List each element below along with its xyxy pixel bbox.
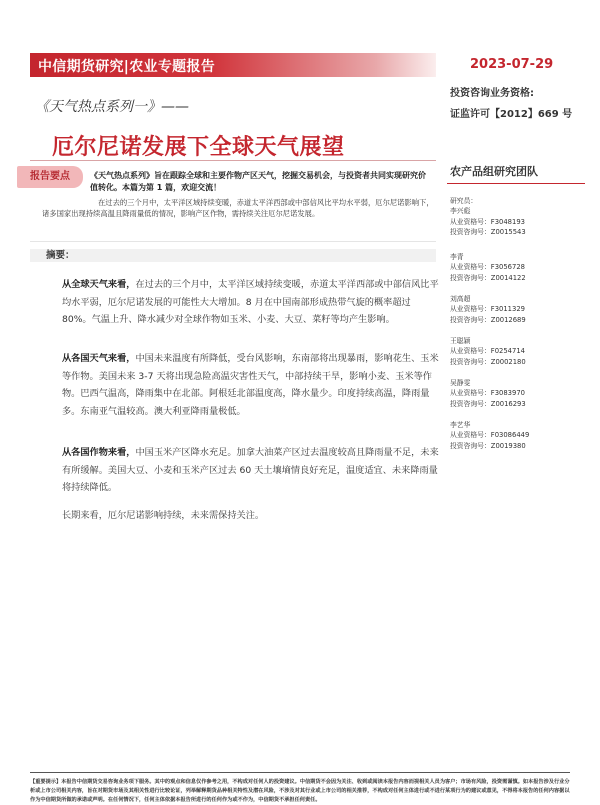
page-title: 厄尔尼诺发展下全球天气展望: [52, 135, 345, 160]
team-rule: [447, 183, 585, 184]
key-points-summary-text: 在过去的三个月中，太平洋区域持续变暖，赤道太平洋西部或中部信风比平均水平弱，厄尔尼诺影响下，诸多国家出现持续高温且降雨量低的情况，影响产区作物，需持续关注厄尔尼诺发展。: [42, 198, 434, 218]
analyst-block: [450, 252, 590, 283]
analyst-name: 王聪颖: [450, 337, 471, 345]
qualification-label: 投资咨询业务资格:: [450, 88, 534, 99]
paragraph-lead: 从各国天气来看，: [62, 353, 136, 364]
analyst-block: [450, 420, 590, 451]
analyst-block: [450, 336, 590, 367]
key-points-intro: 《天气热点系列》旨在跟踪全球和主要作物产区天气，挖掘交易机会，与投资者共同实现研究价值转化。本篇为第 1 篇，欢迎交流！: [90, 171, 426, 192]
abstract-bar: [30, 249, 436, 262]
disclaimer-text: 【重要提示】本报告中信期货交易咨询业务项下服务。其中的观点和信息仅作参考之用，不构成对任何人的投资建议。中信期货不会因为关注、收到或阅读本报告内容而视相关人员为客户；市场有风险，投资需谨慎。如本报告涉及行业分析或上市公司相关内容，旨在对期货市场及其相关性进行比较论证，列举解释期货品种相关特性及潜在风险，不涉及对其行业或上市公司的相关推荐，不构成对任何主体进行或不进行某项行为的建议或意见，不得将本报告的任何内容据以作为中信期货所做的承诺或声明。在任何情况下，任何主体依据本报告所进行的任何作为或不作为，中信期货不承担任何责任。: [30, 779, 570, 803]
key-points-bottom-rule: [30, 241, 436, 242]
abstract-paragraph: [62, 507, 442, 525]
researcher-label: 研究员：: [450, 197, 478, 205]
analyst-name: 李青: [450, 253, 464, 261]
abstract-paragraph: [62, 444, 442, 497]
analyst-qualification: 从业资格号：F03086449: [450, 431, 530, 440]
analyst-name: 李兴彪: [450, 207, 471, 216]
key-points-summary: [42, 197, 434, 219]
analyst-block: [450, 294, 590, 325]
analyst-investment-id: 投资咨询号：Z0002180: [450, 357, 526, 366]
abstract-paragraph: [62, 276, 442, 329]
analyst-investment-id: 投资咨询号：Z0014122: [450, 273, 526, 282]
analyst-name: 刘高超: [450, 295, 471, 303]
team-title: 农产品组研究团队: [450, 165, 538, 178]
analyst-investment-id: 投资咨询号：Z0015543: [450, 228, 526, 237]
report-category: 中信期货研究|农业专题报告: [38, 59, 216, 75]
analyst-name: 吴静雯: [450, 379, 471, 387]
abstract-paragraph: [62, 350, 442, 420]
analyst-qualification: 从业资格号：F3056728: [450, 263, 525, 272]
analyst-qualification: 从业资格号：F0254714: [450, 347, 525, 356]
paragraph-text: 在过去的三个月中，太平洋区域持续变暖，赤道太平洋西部或中部信风比平均水平弱，厄尔尼诺发展的可能性大大增加。8 月在中国南部形成热带气旋的概率超过 80%。气温上升、降水减少对全球作物如玉米、小麦、大豆、菜籽等均产生影响。: [62, 279, 439, 326]
analyst-qualification: 从业资格号：F3083970: [450, 389, 525, 398]
license-number: 证监许可【2012】669 号: [450, 109, 573, 120]
paragraph-lead: 从各国作物来看，: [62, 447, 136, 458]
analyst-qualification: 从业资格号：F3048193: [450, 217, 525, 226]
analyst-investment-id: 投资咨询号：Z0012689: [450, 315, 526, 324]
paragraph-text: 中国玉米产区降水充足。加拿大油菜产区过去温度较高且降雨量不足，未来有所缓解。美国大豆、小麦和玉米产区过去 60 天土壤墒情良好充足，温度适宜、未来降雨量将持续降低。: [62, 447, 439, 494]
paragraph-text: 长期来看，厄尔尼诺影响持续，未来需保持关注。: [62, 510, 265, 521]
analyst-name: 李艺华: [450, 421, 471, 429]
analyst-investment-id: 投资咨询号：Z0016293: [450, 399, 526, 408]
series-name: 《天气热点系列一》——: [35, 99, 189, 115]
footer-rule: [30, 772, 570, 773]
key-points-top-rule: [30, 160, 436, 161]
abstract-label: 摘要：: [46, 250, 75, 261]
paragraph-text: 中国未来温度有所降低，受台风影响，东南部将出现暴雨，影响花生、玉米等作物。美国未来 3-7 天将出现急险高温灾害性天气，中部持续干旱，影响小麦、玉米等作物。巴西气温高，降雨集中在北部。阿根廷北部温度高，降水量少。印度持续高温，降雨量多。东南亚气温较高。澳大利亚降雨量极低。: [62, 353, 439, 417]
analyst-investment-id: 投资咨询号：Z0019380: [450, 441, 526, 450]
paragraph-lead: 从全球天气来看，: [62, 279, 136, 290]
analyst-qualification: 从业资格号：F3011329: [450, 305, 525, 314]
report-date: 2023-07-29: [470, 57, 554, 72]
analyst-block: [450, 378, 590, 409]
analyst-block: [450, 196, 590, 238]
key-points-tab: 报告要点: [17, 166, 83, 188]
